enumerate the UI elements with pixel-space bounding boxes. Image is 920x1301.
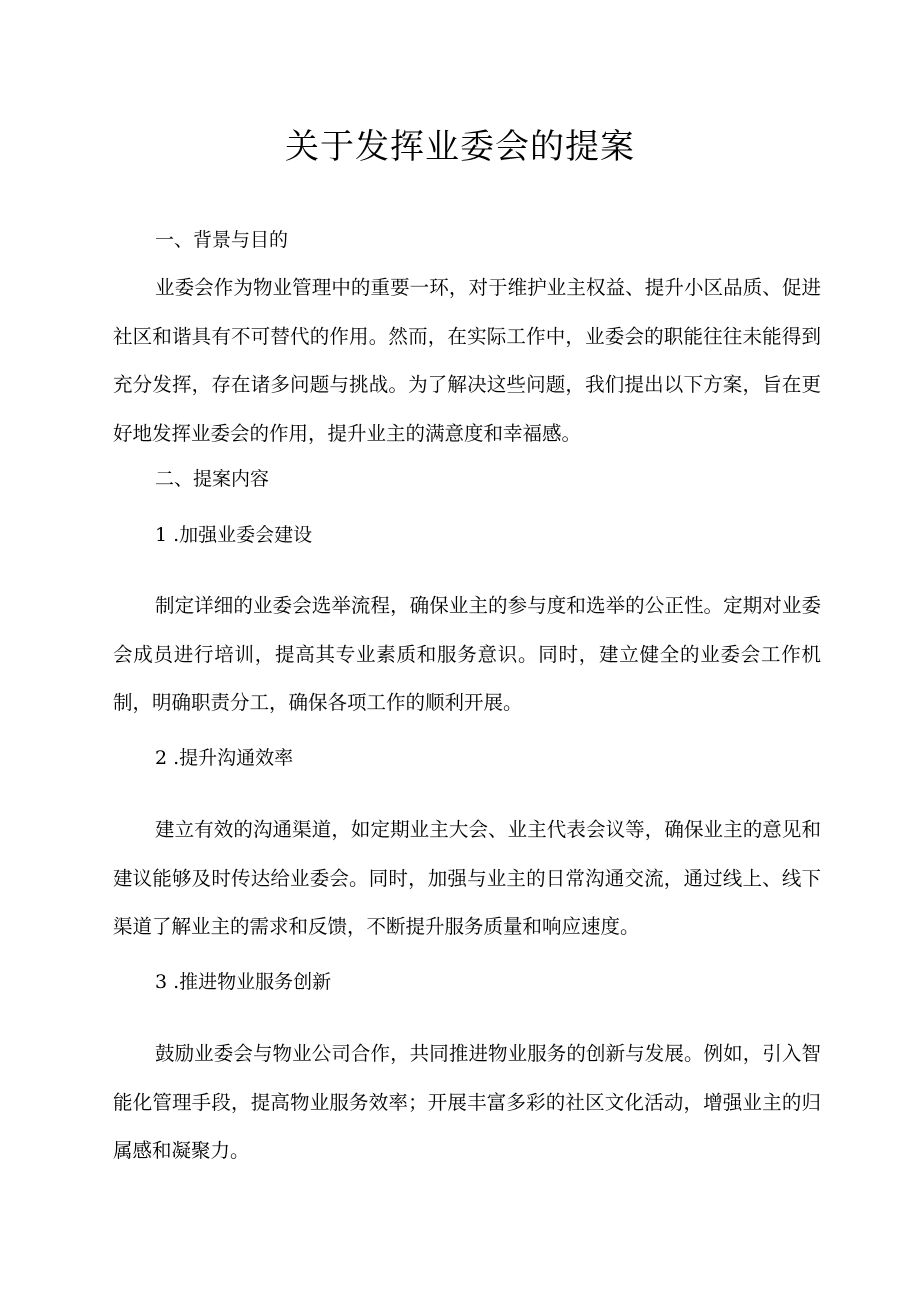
document-title: 关于发挥业委会的提案 [285, 127, 635, 167]
paragraph-strengthen-committee: 制定详细的业委会选举流程，确保业主的参与度和选举的公正性。定期对业委会成员进行培训，提高其专业素质和服务意识。同时，建立健全的业委会工作机制，明确职责分工，确保各项工作的顺利开展。 [113, 594, 821, 714]
section-heading-proposal: 二、提案内容 [155, 468, 270, 490]
paragraph-communication: 建立有效的沟通渠道，如定期业主大会、业主代表会议等，确保业主的意见和建议能够及时传达给业委会。同时，加强与业主的日常沟通交流，通过线上、线下渠道了解业主的需求和反馈，不断提升服务质量和响应速度。 [113, 818, 821, 938]
subheading-communication: 2 .提升沟通效率 [155, 747, 294, 769]
paragraph-service-innovation: 鼓励业委会与物业公司合作，共同推进物业服务的创新与发展。例如，引入智能化管理手段，提高物业服务效率；开展丰富多彩的社区文化活动，增强业主的归属感和凝聚力。 [113, 1042, 821, 1162]
subheading-strengthen-committee: 1 .加强业委会建设 [155, 524, 313, 546]
subheading-service-innovation: 3 .推进物业服务创新 [155, 971, 332, 993]
paragraph-background: 业委会作为物业管理中的重要一环，对于维护业主权益、提升小区品质、促进社区和谐具有不可替代的作用。然而，在实际工作中，业委会的职能往往未能得到充分发挥，存在诸多问题与挑战。为了解决这些问题，我们提出以下方案，旨在更好地发挥业委会的作用，提升业主的满意度和幸福感。 [113, 276, 821, 445]
section-heading-background: 一、背景与目的 [155, 229, 289, 251]
